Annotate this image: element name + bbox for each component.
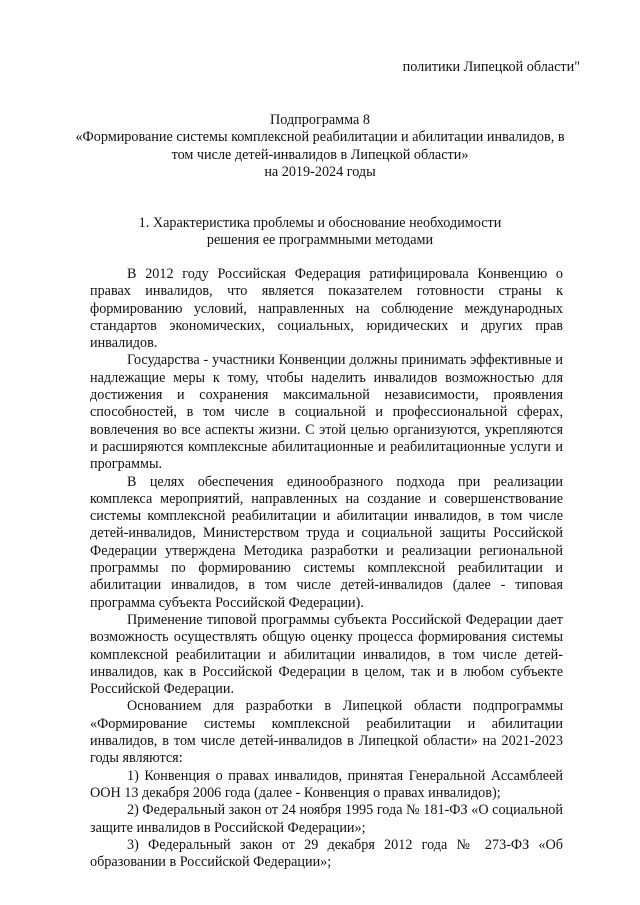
section-heading xyxy=(70,215,570,250)
section-title-line-1: 1. Характеристика проблемы и обоснование необходимости xyxy=(138,215,502,231)
paragraph: В 2012 году Российская Федерация ратифицировала Конвенцию о правах инвалидов, что является показателем готовности страны к формированию условий, направленных на соблюдение международных стандартов экономических, социальных, юридических и других прав инвалидов. xyxy=(90,266,563,352)
subprogram-title-line-1: «Формирование системы комплексной реабилитации и абилитации инвалидов, в xyxy=(75,129,565,146)
list-item: 2) Федеральный закон от 24 ноября 1995 года № 181-ФЗ «О социальной защите инвалидов в Российской Федерации»; xyxy=(90,802,563,836)
subprogram-number: Подпрограмма 8 xyxy=(270,112,370,128)
header-fragment: политики Липецкой области" xyxy=(402,59,580,75)
subprogram-period: на 2019-2024 годы xyxy=(264,163,376,180)
subprogram-title-line-2: том числе детей-инвалидов в Липецкой области» xyxy=(171,146,469,163)
list-item: 3) Федеральный закон от 29 декабря 2012 года № 273-ФЗ «Об образовании в Российской Федерации»; xyxy=(90,836,563,871)
paragraph: Государства - участники Конвенции должны принимать эффективные и надлежащие меры к тому, чтобы наделить инвалидов возможностью для достижения и сохранения максимальной независимости, проявления способностей, в том числе в социальной и профессиональной сферах, вовлечения во все аспекты жизни. С этой целью организуются, укрепляются и расширяются комплексные абилитационные и реабилитационные услуги и программы. xyxy=(90,352,563,473)
body-text xyxy=(90,266,563,871)
subprogram-heading xyxy=(70,112,570,181)
paragraph: Основанием для разработки в Липецкой области подпрограммы «Формирование системы комплексной реабилитации и абилитации инвалидов, в том числе детей-инвалидов в Липецкой области» на 2021-2023 годы являются: xyxy=(90,698,563,767)
section-title-line-2: решения ее программными методами xyxy=(206,232,434,249)
list-item: 1) Конвенция о правах инвалидов, принятая Генеральной Ассамблеей ООН 13 декабря 2006 года (далее - Конвенция о правах инвалидов); xyxy=(90,767,563,801)
paragraph: Применение типовой программы субъекта Российской Федерации дает возможность осуществлять общую оценку процесса формирования системы комплексной реабилитации и абилитации инвалидов, в том числе детей-инвалидов, как в Российской Федерации в целом, так и в любом субъекте Российской Федерации. xyxy=(90,611,563,698)
paragraph: В целях обеспечения единообразного подхода при реализации комплекса мероприятий, направленных на создание и совершенствование системы комплексной реабилитации и абилитации инвалидов, в том числе детей-инвалидов, Министерством труда и социальной защиты Российской Федерации утверждена Методика разработки и реализации региональной программы по формированию системы комплексной реабилитации и абилитации инвалидов, в том числе детей-инвалидов (далее - типовая программа субъекта Российской Федерации). xyxy=(90,473,563,611)
